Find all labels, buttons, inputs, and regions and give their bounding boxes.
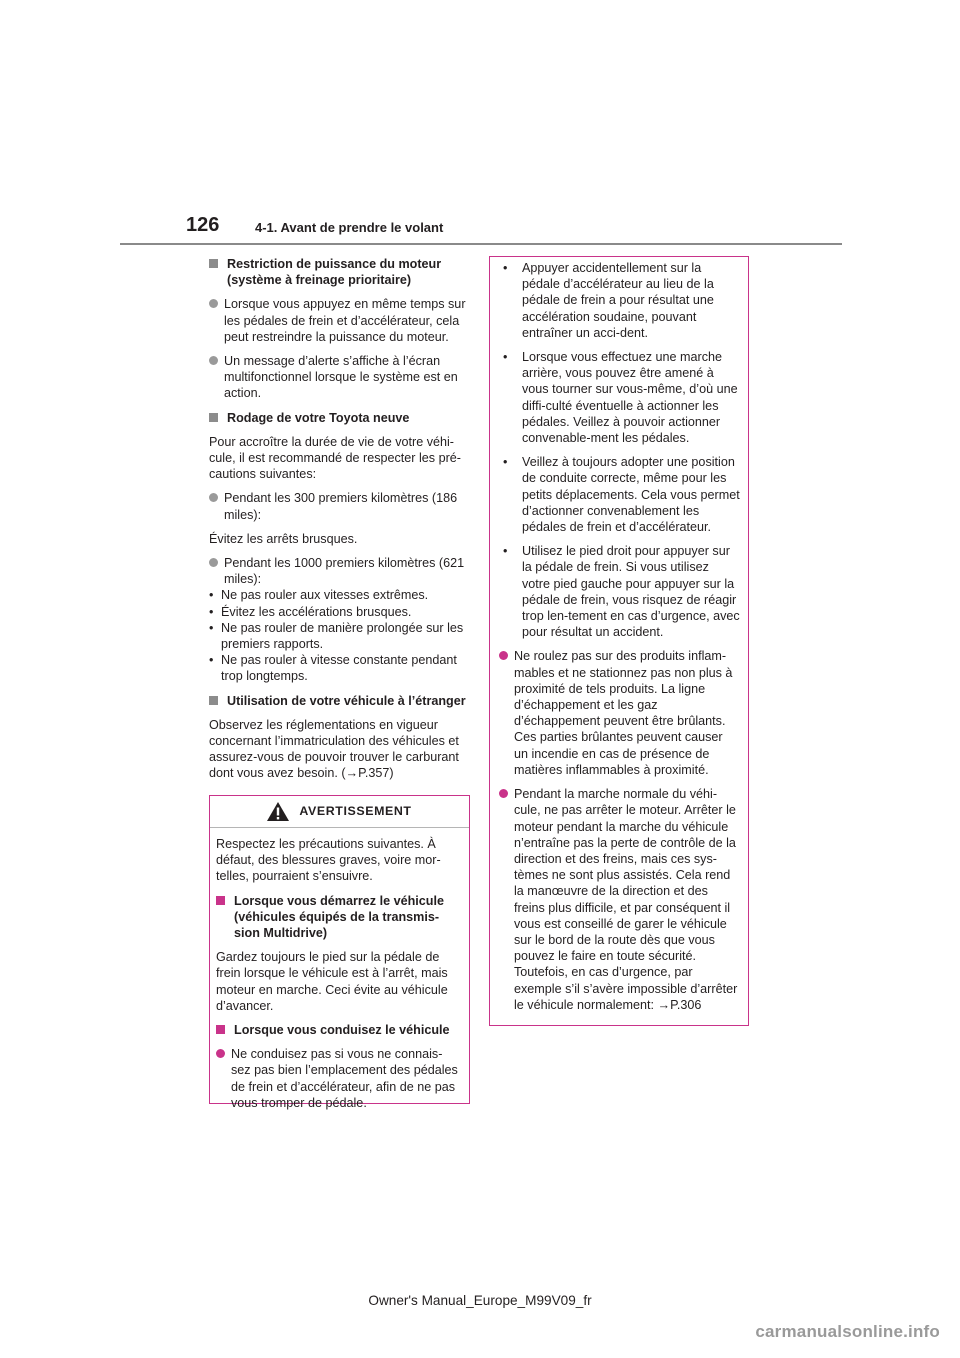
round-bullet-icon	[209, 299, 218, 308]
round-bullet-icon	[216, 1049, 225, 1058]
warning-heading-start: Lorsque vous démarrez le véhicule (véhicules équipés de la transmis-sion Multidrive)	[216, 893, 461, 942]
left-column	[209, 256, 471, 790]
list-item: • Ne pas rouler à vitesse constante pendant trop longtemps.	[209, 653, 457, 684]
paragraph: Gardez toujours le pied sur la pédale de frein lorsque le véhicule est à l’arrêt, mais moteur en marche. Ceci évite au véhicule d’avancer.	[216, 950, 448, 1013]
list-item: • Évitez les accélérations brusques.	[209, 604, 412, 619]
paragraph: Respectez les précautions suivantes. À défaut, des blessures graves, voire mor-telles, pourraient s’ensuivre.	[216, 837, 441, 884]
square-bullet-icon	[216, 896, 225, 905]
paragraph: Évitez les arrêts brusques.	[209, 531, 358, 546]
warning-box	[209, 795, 470, 1110]
paragraph: Observez les réglementations en vigueur concernant l’immatriculation des véhicules et assurez-vous de pouvoir trouver le carburant dont vous avez besoin. (→P.357)	[209, 717, 459, 781]
list-item: • Lorsque vous effectuez une marche arrière, vous pouvez être amené à vous tourner sur vous-même, d’où une diffi-culté éventuelle à actionner les pédales. Veillez à pouvoir actionner convenable-ment les pédales.	[503, 350, 738, 446]
square-bullet-icon	[209, 259, 218, 268]
heading-engine-restriction: Restriction de puissance du moteur (système à freinage prioritaire)	[209, 256, 471, 288]
round-bullet-icon	[499, 651, 508, 660]
round-bullet-icon	[209, 558, 218, 567]
bullet-item: Ne roulez pas sur des produits inflam-mables et ne stationnez pas non plus à proximité de tels produits. La ligne d’échappement et les gaz d’échappement peuvent être brûlants. Ces parties brûlantes peuvent causer un incendie en cas de présence de matières inflammables à proximité.	[499, 648, 740, 778]
section-title: 4-1. Avant de prendre le volant	[255, 220, 444, 235]
footer-text: Owner's Manual_Europe_M99V09_fr	[368, 1293, 592, 1308]
page-number: 126	[186, 214, 220, 236]
square-bullet-icon	[209, 696, 218, 705]
warning-header	[210, 796, 469, 828]
list-item: • Utilisez le pied droit pour appuyer sur la pédale de frein. Si vous utilisez votre pied gauche pour appuyer sur la pédale de frein, vous risquez de réagir trop len-tement en cas d’urgence, avec pour résultat un accident.	[503, 544, 740, 640]
bullet-item: Lorsque vous appuyez en même temps sur les pédales de frein et d’accélérateur, cela peut restreindre la puissance du moteur.	[209, 296, 471, 345]
dash-list	[209, 587, 471, 684]
bullet-item: Pendant la marche normale du véhi-cule, ne pas arrêter le moteur. Arrêter le moteur pendant la marche du véhicule n’entraîne pas la perte de contrôle de la direction et des freins, mais ces sys-tèmes ne sont plus assistés. Cela rend la manœuvre de la direction et des freins plus difficile, et par conséquent il vous est conseillé de garer le véhicule sur le bord de la route dès que vous pouvez le faire en toute sécurité. Toutefois, en cas d’urgence, par exemple s’il s’avère impossible d’arrêter le véhicule normalement: →P.306	[499, 786, 740, 1013]
warning-body	[210, 828, 469, 1111]
list-item: • Ne pas rouler de manière prolongée sur les premiers rapports.	[209, 620, 464, 652]
list-item: • Appuyer accidentellement sur la pédale d’accélérateur au lieu de la pédale de frein a pour résultat une accélération soudaine, pouvant entraîner un acci-dent.	[503, 261, 714, 340]
watermark: carmanualsonline.info	[755, 1322, 940, 1341]
bullet-item: Pendant les 300 premiers kilomètres (186 miles):	[209, 490, 471, 522]
round-bullet-icon	[499, 789, 508, 798]
round-bullet-icon	[209, 493, 218, 502]
square-bullet-icon	[216, 1025, 225, 1034]
round-bullet-icon	[209, 356, 218, 365]
square-bullet-icon	[209, 413, 218, 422]
warning-continuation-box	[489, 256, 749, 1026]
warning-title: AVERTISSEMENT	[299, 804, 412, 819]
heading-abroad: Utilisation de votre véhicule à l’étranger	[209, 693, 471, 709]
warning-triangle-icon	[267, 802, 289, 821]
warning-heading-driving: Lorsque vous conduisez le véhicule	[216, 1022, 461, 1038]
heading-break-in: Rodage de votre Toyota neuve	[209, 410, 471, 426]
bullet-item: Ne conduisez pas si vous ne connais-sez pas bien l’emplacement des pédales de frein et d’accélérateur, afin de ne pas vous tromper de pédale.	[216, 1046, 461, 1111]
bullet-item: Pendant les 1000 premiers kilomètres (621 miles):	[209, 555, 471, 587]
bullet-item: Un message d’alerte s’affiche à l’écran multifonctionnel lorsque le système est en action.	[209, 353, 471, 402]
list-item: • Veillez à toujours adopter une position de conduite correcte, même pour les petits déplacements. Cela vous permet d’actionner convenablement les pédales de frein et d’accélérateur.	[503, 455, 740, 535]
header-divider	[120, 243, 842, 245]
list-item: • Ne pas rouler aux vitesses extrêmes.	[209, 588, 429, 603]
paragraph: Pour accroître la durée de vie de votre véhi-cule, il est recommandé de respecter les pré-cautions suivantes:	[209, 434, 461, 482]
